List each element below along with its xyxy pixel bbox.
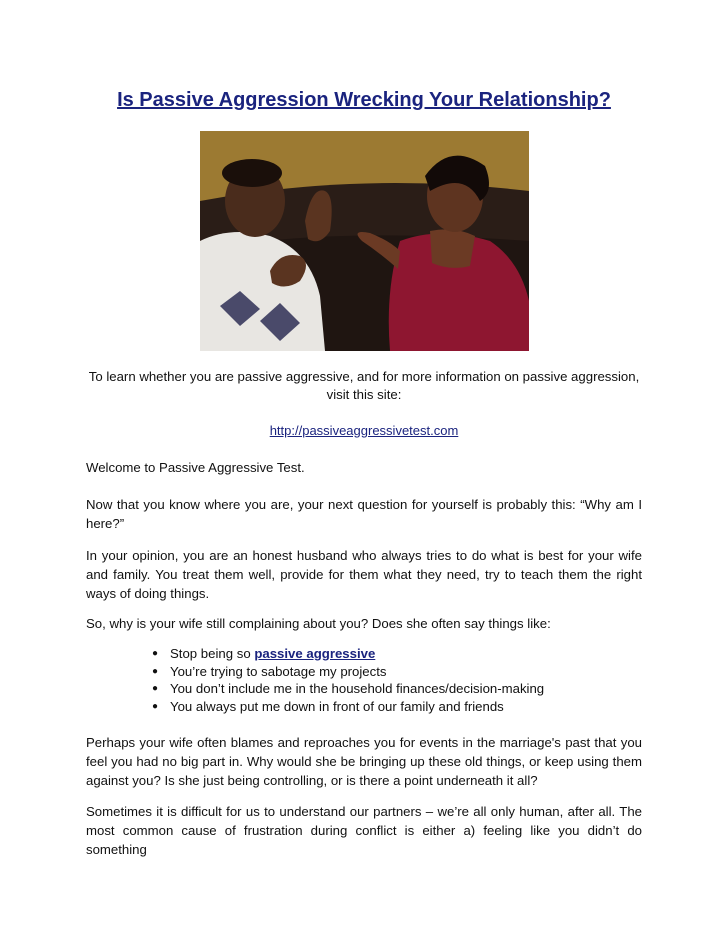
bullet-icon: ● bbox=[152, 700, 159, 712]
paragraph-welcome: Welcome to Passive Aggressive Test. bbox=[86, 460, 305, 475]
paragraph-honest-husband: In your opinion, you are an honest husband who always tries to do what is best for your wife and family. You treat them well, provide for them what they need, try to teach them the right ways of doing things. bbox=[86, 548, 642, 601]
intro-text: To learn whether you are passive aggressive, and for more information on passive aggression, visit this site: bbox=[88, 369, 640, 402]
list-item-text: You don’t include me in the household finances/decision-making bbox=[170, 681, 545, 696]
complaints-list bbox=[150, 645, 630, 715]
site-link[interactable]: http://passiveaggressivetest.com bbox=[269, 423, 459, 438]
list-item-text: Stop being so bbox=[170, 646, 255, 661]
paragraph-difficult: Sometimes it is difficult for us to understand our partners – we’re all only human, after all. The most common cause of frustration during conflict is either a) feeling like you didn’t do something bbox=[86, 804, 642, 857]
paragraph-complaining: So, why is your wife still complaining about you? Does she often say things like: bbox=[86, 616, 551, 631]
list-item bbox=[150, 663, 630, 681]
page-title: Is Passive Aggression Wrecking Your Relationship? bbox=[117, 89, 611, 111]
paragraph-why-here: Now that you know where you are, your next question for yourself is probably this: “Why am I here?” bbox=[86, 497, 642, 531]
list-item bbox=[150, 645, 630, 663]
list-item-text: You always put me down in front of our family and friends bbox=[170, 698, 504, 714]
bullet-icon: ● bbox=[152, 683, 159, 694]
bullet-icon: ● bbox=[152, 665, 159, 677]
list-item bbox=[150, 680, 630, 698]
couple-arguing-photo bbox=[200, 131, 529, 351]
passive-aggressive-link[interactable]: passive aggressive bbox=[254, 646, 376, 661]
list-item-text: You’re trying to sabotage my projects bbox=[170, 663, 387, 679]
paragraph-blames: Perhaps your wife often blames and reproaches you for events in the marriage's past that you feel you had no big part in. Why would she be bringing up these old things, or keep using them against you? Is she just being controlling, or is there a point underneath it all? bbox=[86, 735, 642, 788]
bullet-icon: ● bbox=[152, 648, 159, 659]
list-item bbox=[150, 698, 630, 716]
